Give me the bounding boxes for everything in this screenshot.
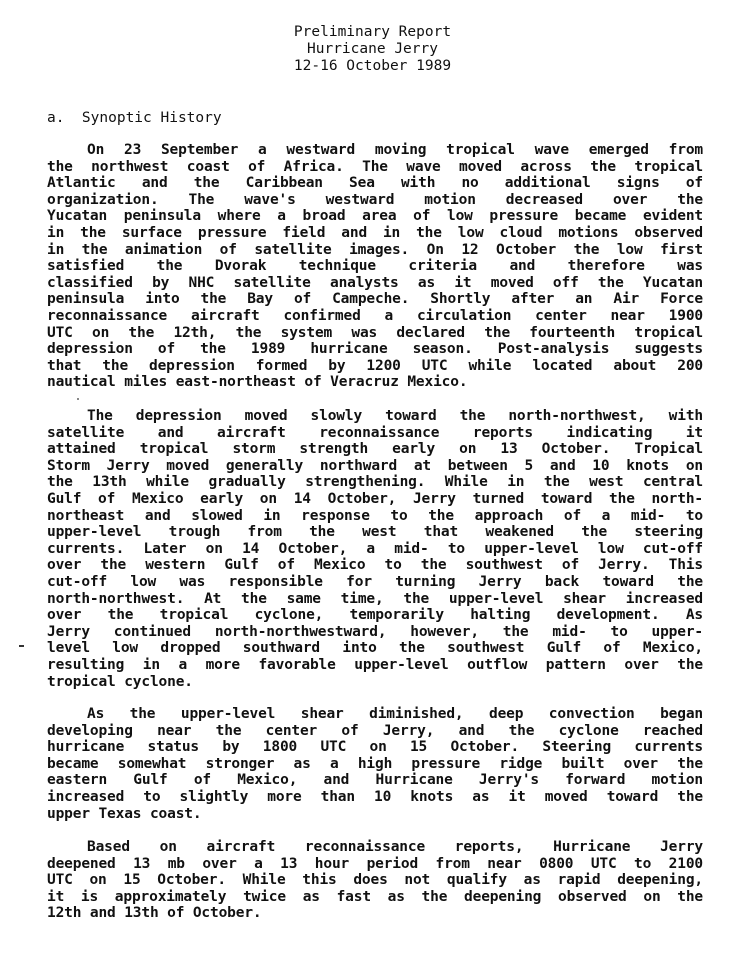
text-line: On 23 September a westward moving tropical wave emerged from [87,142,703,158]
text-line: increased to slightly more than 10 knots as it moved toward the [47,788,703,805]
text-line: over the tropical cyclone, temporarily halting development. As [47,607,703,624]
text-line: became somewhat stronger as a high pressure ridge built over the [47,755,703,772]
text-line: satisfied the Dvorak technique criteria and therefore was [47,258,703,275]
text-line: reconnaissance aircraft confirmed a circulation center near 1900 [47,307,703,324]
text-line: upper Texas coast. [47,805,202,822]
text-line: developing near the center of Jerry, and the cyclone reached [47,722,703,739]
text-line: that the depression formed by 1200 UTC while located about 200 [47,357,703,374]
text-line: over the western Gulf of Mexico to the southwest of Jerry. This [47,557,703,574]
text-line: The depression moved slowly toward the north-northwest, with [87,408,703,424]
text-line: Gulf of Mexico early on 14 October, Jerry turned toward the north- [47,490,703,507]
text-line: cut-off low was responsible for turning Jerry back toward the [47,573,703,590]
text-line: Atlantic and the Caribbean Sea with no additional signs of [47,175,703,192]
text-line: attained tropical storm strength early on 13 October. Tropical [47,441,703,458]
text-line: deepened 13 mb over a 13 hour period from near 0800 UTC to 2100 [47,855,703,872]
paragraph-2 [47,408,703,690]
text-line: it is approximately twice as fast as the deepening observed on the [47,888,703,905]
text-line: As the upper-level shear diminished, deep convection began [87,706,703,722]
text-line: in the animation of satellite images. On 12 October the low first [47,241,703,258]
text-line: classified by NHC satellite analysts as it moved off the Yucatan [47,274,703,291]
text-line: peninsula into the Bay of Campeche. Shortly after an Air Force [47,291,703,308]
text-line: the northwest coast of Africa. The wave moved across the tropical [47,158,703,175]
text-line: tropical cyclone. [47,673,193,690]
margin-mark [19,645,24,647]
text-line: north-northwest. At the same time, the upper-level shear increased [47,590,703,607]
text-line: organization. The wave's westward motion decreased over the [47,191,703,208]
text-line: level low dropped southward into the southwest Gulf of Mexico, [47,640,703,657]
text-line: hurricane status by 1800 UTC on 15 October. Steering currents [47,739,703,756]
text-line: in the surface pressure field and in the low cloud motions observed [47,224,703,241]
section-heading: a. Synoptic History [47,110,222,126]
text-line: upper-level trough from the west that weakened the steering [47,524,703,541]
text-line: UTC on the 12th, the system was declared the fourteenth tropical [47,324,703,341]
report-title: Preliminary Report [293,24,452,40]
text-line: resulting in a more favorable upper-level outflow pattern over the [47,656,703,673]
paragraph-4 [47,839,703,922]
paragraph-1 [47,142,703,391]
text-line: Jerry continued north-northwestward, however, the mid- to upper- [47,623,703,640]
scan-speck [77,398,79,400]
storm-name: Hurricane Jerry [307,41,438,57]
text-line: UTC on 15 October. While this does not qualify as rapid deepening, [47,872,703,889]
text-line: depression of the 1989 hurricane season. Post-analysis suggests [47,341,703,358]
text-line: eastern Gulf of Mexico, and Hurricane Jerry's forward motion [47,772,703,789]
text-line: Yucatan peninsula where a broad area of low pressure became evident [47,208,703,225]
text-line: Based on aircraft reconnaissance reports, Hurricane Jerry [87,839,703,855]
text-line: northeast and slowed in response to the approach of a mid- to [47,507,703,524]
text-line: Storm Jerry moved generally northward at between 5 and 10 knots on [47,457,703,474]
text-line: the 13th while gradually strengthening. While in the west central [47,474,703,491]
report-dates: 12-16 October 1989 [293,58,452,74]
text-line: satellite and aircraft reconnaissance reports indicating it [47,424,703,441]
report-title-block [0,24,745,75]
paragraph-3 [47,706,703,822]
text-line: 12th and 13th of October. [47,905,262,922]
text-line: currents. Later on 14 October, a mid- to upper-level low cut-off [47,540,703,557]
text-line: nautical miles east-northeast of Veracruz Mexico. [47,374,468,391]
